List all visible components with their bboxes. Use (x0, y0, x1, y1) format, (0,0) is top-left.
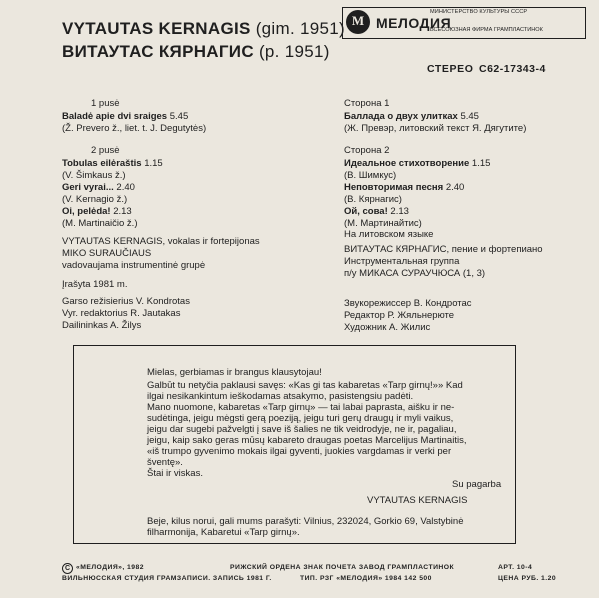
track-title: Oi, pelėda! (62, 206, 111, 217)
melodiya-logo (342, 7, 586, 39)
track-row (344, 158, 490, 169)
credit-line: Dailininkas A. Žilys (62, 320, 142, 331)
artist-latin-years: (gim. 1951) (255, 19, 345, 38)
track-title: Baladė apie dvi sraiges (62, 111, 168, 122)
track-credit: (М. Мартинайтис) (344, 218, 422, 229)
letter-line: šventę». (147, 457, 183, 468)
track-time: 2.13 (113, 206, 132, 217)
track-credit: (Ж. Превэр, литовский текст Я. Дягутите) (344, 123, 527, 134)
performer-line: Инструментальная группа (344, 256, 460, 267)
track-row (62, 158, 163, 169)
artist-name-cyrillic (62, 42, 330, 62)
melodiya-badge-icon (346, 10, 370, 34)
credit-line: Художник А. Жилис (344, 322, 431, 333)
footer-studio: ВИЛЬНЮССКАЯ СТУДИЯ ГРАМЗАПИСИ. ЗАПИСЬ 1981 Г. (62, 575, 272, 582)
letter-ps-line: Beje, kilus norui, gali mums parašyti: Vilnius, 232024, Gorkio 69, Valstybinė (147, 516, 464, 527)
recorded-year: Įrašyta 1981 m. (62, 279, 128, 290)
credit-line: Garso režisierius V. Kondrotas (62, 296, 190, 307)
artist-latin-text: VYTAUTAS KERNAGIS (62, 19, 251, 38)
track-credit: (Ž. Prevero ž., liet. t. J. Degutytės) (62, 123, 207, 134)
performer-line: VYTAUTAS KERNAGIS, vokalas ir fortepijonas (62, 236, 260, 247)
letter-closing: Štai ir viskas. (147, 468, 203, 479)
catalog-number: С62-17343-4 (479, 63, 546, 75)
track-title: Tobulas eilėraštis (62, 158, 142, 169)
logo-mark: М (351, 13, 365, 28)
footer-copyright: «МЕЛОДИЯ», 1982 (76, 564, 144, 571)
side2-label-ru: Сторона 2 (344, 145, 390, 156)
artist-cyrillic-years: (р. 1951) (258, 42, 330, 61)
track-time: 2.40 (445, 182, 465, 193)
track-credit: (В. Кярнагис) (344, 194, 402, 205)
footer-print: ТИП. РЗГ «МЕЛОДИЯ» 1984 142 500 (300, 575, 432, 582)
footer-factory: РИЖСКИЙ ОРДЕНА ЗНАК ПОЧЕТА ЗАВОД ГРАМПЛАСТИНОК (230, 564, 455, 571)
track-credit: (V. Šimkaus ž.) (62, 170, 126, 181)
artist-cyrillic-text: ВИТАУТАС КЯРНАГИС (62, 42, 254, 61)
track-title: Неповторимая песня (344, 182, 444, 193)
track-title: Идеальное стихотворение (344, 158, 470, 169)
track-title: Geri vyrai... (62, 182, 114, 193)
letter-regards: Su pagarba (452, 479, 502, 490)
footer-price: ЦЕНА РУБ. 1.20 (498, 575, 557, 582)
side1-label-lt: 1 pusė (91, 98, 120, 109)
track-credit: (V. Kernagio ž.) (62, 194, 128, 205)
track-row (62, 206, 132, 217)
logo-ministry: МИНИСТЕРСТВО КУЛЬТУРЫ СССР (430, 9, 528, 15)
artist-name-latin (62, 19, 345, 39)
letter-line: Galbūt tu netyčia paklausi savęs: «Kas gi tas kabaretas «Tarp girnų!»» Kad (147, 380, 463, 391)
letter-line: ilgai nesikankintum ieškodamas atsakymo, pasistengsiu padėti. (147, 391, 414, 402)
track-row (62, 111, 188, 122)
performer-line: п/у МИКАСА СУРАУЧЮСА (1, 3) (344, 268, 486, 279)
track-time: 5.45 (169, 111, 189, 122)
track-title: Баллада о двух улитках (344, 111, 458, 122)
side2-label-lt: 2 pusė (91, 145, 120, 156)
track-time: 1.15 (144, 158, 163, 169)
track-time: 2.40 (116, 182, 135, 193)
footer-article: АРТ. 10-4 (498, 564, 533, 571)
track-title: Ой, сова! (344, 206, 388, 217)
credit-line: Vyr. redaktorius R. Jautakas (62, 308, 181, 319)
letter-line: Mano nuomone, kabaretas «Tarp girnų» — tai labai paprasta, aišku ir ne- (147, 402, 455, 413)
side1-label-ru: Сторона 1 (344, 98, 390, 109)
track-row (344, 111, 479, 122)
letter-line: jeigu dar sugebi pažvelgti į save iš šalies ne tik veidrodyje, ne ir, pagaliau, (147, 424, 457, 435)
letter-signature: VYTAUTAS KERNAGIS (367, 495, 468, 506)
logo-name: МЕЛОДИЯ (376, 15, 452, 31)
track-credit: (В. Шимкус) (344, 170, 397, 181)
track-credit: (M. Martinaičio ž.) (62, 218, 138, 229)
letter-greeting: Mielas, gerbiamas ir brangus klausytojau! (147, 367, 322, 378)
performer-line: MIKO SURAUČIAUS (62, 248, 152, 259)
track-time: 1.15 (471, 158, 491, 169)
letter-ps-line: filharmonija, Kabaretui «Tarp girnų». (147, 527, 300, 538)
track-time: 2.13 (390, 206, 409, 217)
track-time: 5.45 (460, 111, 479, 122)
language-note: На литовском языке (344, 229, 434, 240)
letter-line: jeigu, kaip sako geras mūsų kabareto draugas poetas Marcelijus Martinaitis, (147, 435, 467, 446)
credit-line: Редактор Р. Жяльнерюте (344, 310, 455, 321)
copyright-icon: С (62, 563, 73, 574)
track-row (344, 182, 464, 193)
letter-line: «iš trumpo gyvenimo mokais ilgai gyventi, juokies vargdamas ir verki per (147, 446, 452, 457)
stereo-label: СТЕРЕО (427, 63, 474, 75)
track-row (62, 182, 135, 193)
performer-line: vadovaujama instrumentinė grupė (62, 260, 206, 271)
track-row (344, 206, 409, 217)
letter-line: sudėtinga, jeigu mėgsti gerą poeziją, jeigu turi gerų draugų ir myli vaikus, (147, 413, 454, 424)
performer-line: ВИТАУТАС КЯРНАГИС, пение и фортепиано (344, 244, 543, 255)
logo-firm: ВСЕСОЮЗНАЯ ФИРМА ГРАМПЛАСТИНОК (430, 27, 543, 33)
credit-line: Звукорежиссер В. Кондротас (344, 298, 472, 309)
